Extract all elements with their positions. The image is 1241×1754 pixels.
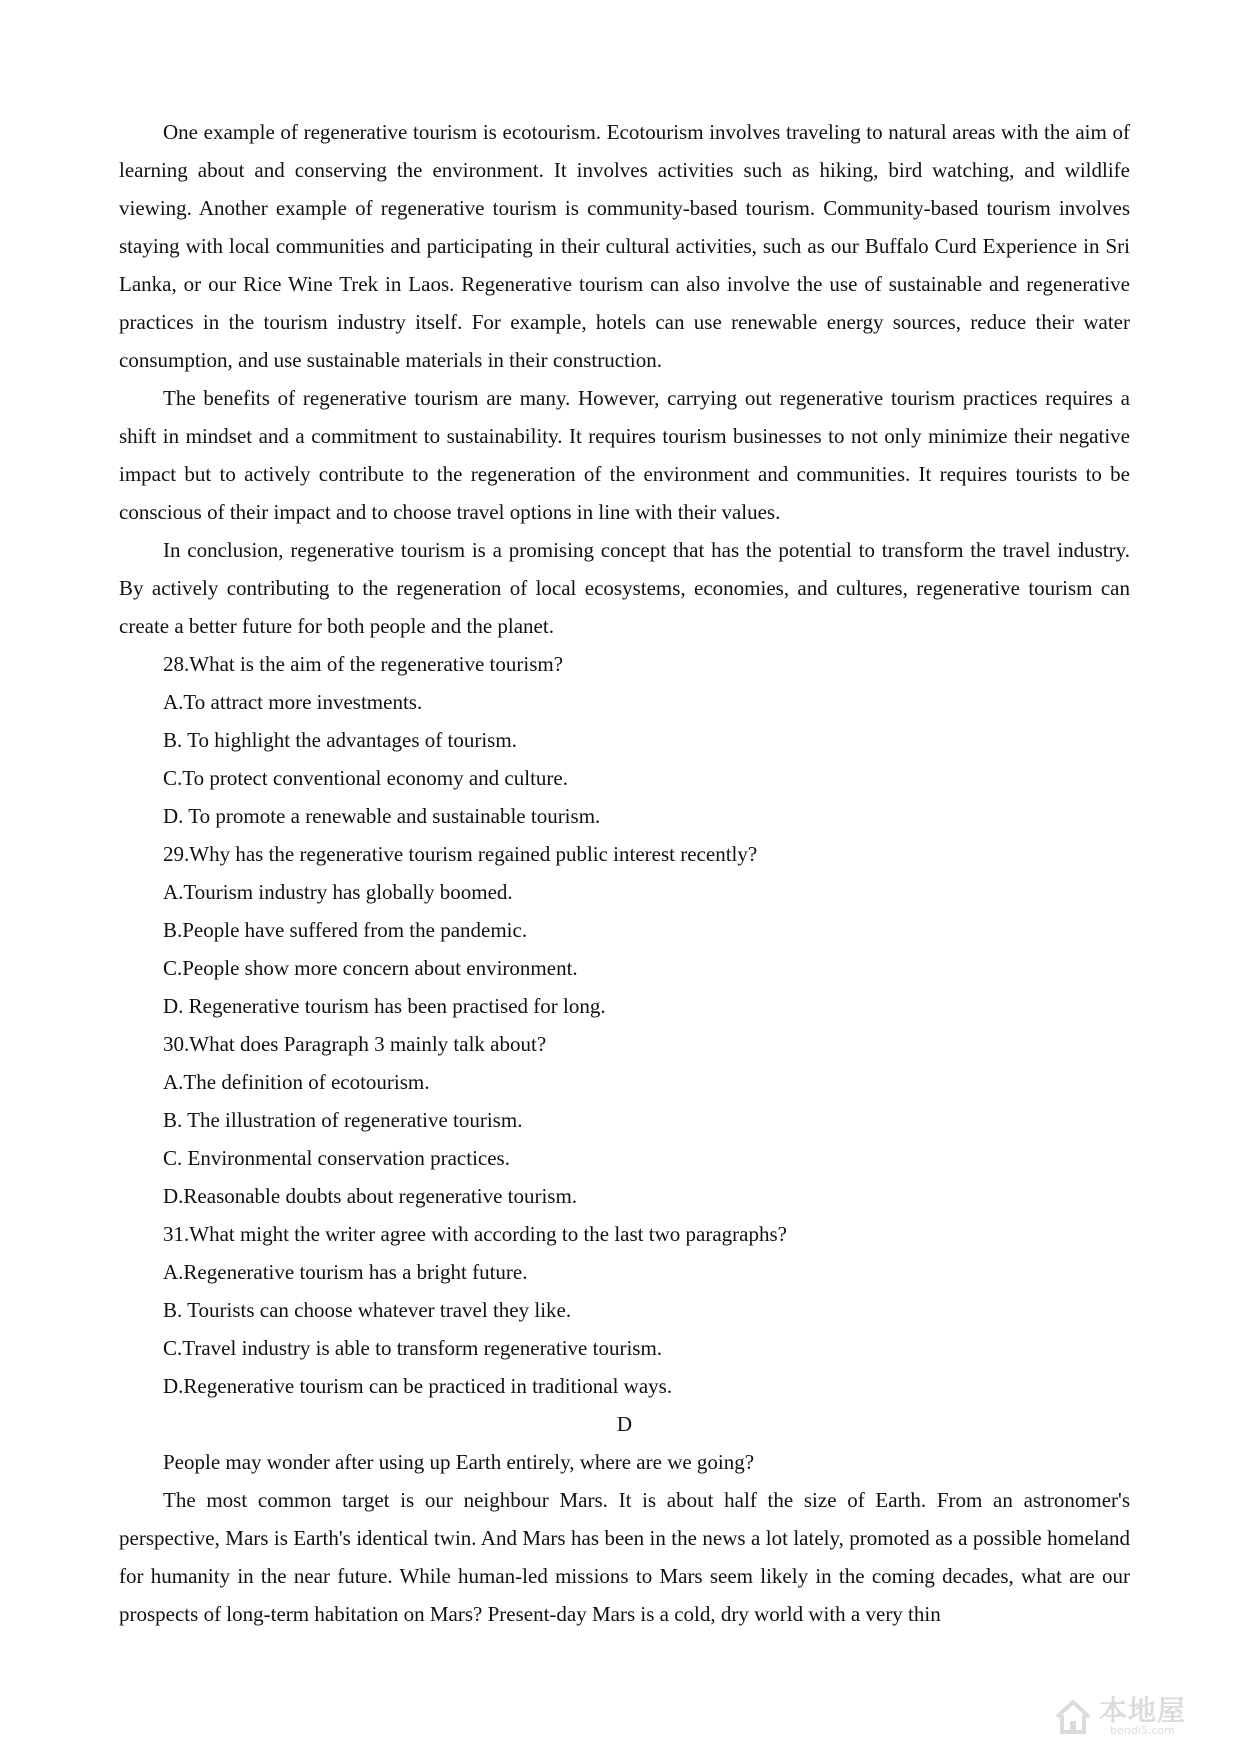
option-d: D.Reasonable doubts about regenerative tourism. (163, 1184, 578, 1208)
question-31 (119, 1215, 1130, 1405)
question-30 (119, 1025, 1130, 1215)
option-d: D.Regenerative tourism can be practiced in traditional ways. (163, 1374, 673, 1398)
watermark-subtitle: bendi5.com (1110, 1724, 1175, 1737)
paragraph-benefits: The benefits of regenerative tourism are many. However, carrying out regenerative tourism practices requires a shift in mindset and a commitment to sustainability. It requires tourism businesses to not only minimize their negative impact but to actively contribute to the regeneration of the environment and communities. It requires tourists to be conscious of their impact and to choose travel options in line with their values. (119, 386, 1130, 524)
option-a: A.The definition of ecotourism. (163, 1070, 430, 1094)
option-a: A.Regenerative tourism has a bright future. (163, 1260, 528, 1284)
question-stem: 28.What is the aim of the regenerative tourism? (163, 652, 564, 676)
watermark-text (1099, 1694, 1187, 1737)
site-watermark (1053, 1694, 1223, 1740)
option-a: A.To attract more investments. (163, 690, 423, 714)
paragraph-ecotourism-examples: One example of regenerative tourism is ecotourism. Ecotourism involves traveling to natural areas with the aim of learning about and conserving the environment. It involves activities such as hiking, bird watching, and wildlife viewing. Another example of regenerative tourism is community-based tourism. Community-based tourism involves staying with local communities and participating in their cultural activities, such as our Buffalo Curd Experience in Sri Lanka, or our Rice Wine Trek in Laos. Regenerative tourism can also involve the use of sustainable and regenerative practices in the tourism industry itself. For example, hotels can use renewable energy sources, reduce their water consumption, and use sustainable materials in their construction. (119, 120, 1130, 372)
option-d: D. To promote a renewable and sustainable tourism. (163, 804, 601, 828)
option-c: C.To protect conventional economy and culture. (163, 766, 568, 790)
option-c: C.Travel industry is able to transform regenerative tourism. (163, 1336, 663, 1360)
question-stem: 31.What might the writer agree with according to the last two paragraphs? (163, 1222, 787, 1246)
option-b: B. To highlight the advantages of tourism. (163, 728, 517, 752)
section-heading-d: D (616, 1412, 633, 1436)
option-c: C.People show more concern about environment. (163, 956, 578, 980)
option-b: B. Tourists can choose whatever travel they like. (163, 1298, 572, 1322)
watermark-title: 本地屋 (1099, 1694, 1187, 1727)
paragraph-conclusion: In conclusion, regenerative tourism is a promising concept that has the potential to transform the travel industry. By actively contributing to the regeneration of local ecosystems, economies, and cultures, regenerative tourism can create a better future for both people and the planet. (119, 538, 1130, 638)
question-29 (119, 835, 1130, 1025)
option-a: A.Tourism industry has globally boomed. (163, 880, 513, 904)
question-28 (119, 645, 1130, 835)
paragraph-mars-intro: People may wonder after using up Earth entirely, where are we going? (163, 1450, 755, 1474)
option-b: B. The illustration of regenerative tourism. (163, 1108, 523, 1132)
question-stem: 29.Why has the regenerative tourism regained public interest recently? (163, 842, 758, 866)
house-logo-icon (1053, 1697, 1093, 1737)
option-b: B.People have suffered from the pandemic. (163, 918, 528, 942)
option-c: C. Environmental conservation practices. (163, 1146, 510, 1170)
option-d: D. Regenerative tourism has been practised for long. (163, 994, 606, 1018)
question-stem: 30.What does Paragraph 3 mainly talk about? (163, 1032, 547, 1056)
paragraph-mars-target: The most common target is our neighbour Mars. It is about half the size of Earth. From an astronomer's perspective, Mars is Earth's identical twin. And Mars has been in the news a lot lately, promoted as a possible homeland for humanity in the near future. While human-led missions to Mars seem likely in the coming decades, what are our prospects of long-term habitation on Mars? Present-day Mars is a cold, dry world with a very thin (119, 1488, 1130, 1626)
page-content (119, 113, 1130, 1633)
